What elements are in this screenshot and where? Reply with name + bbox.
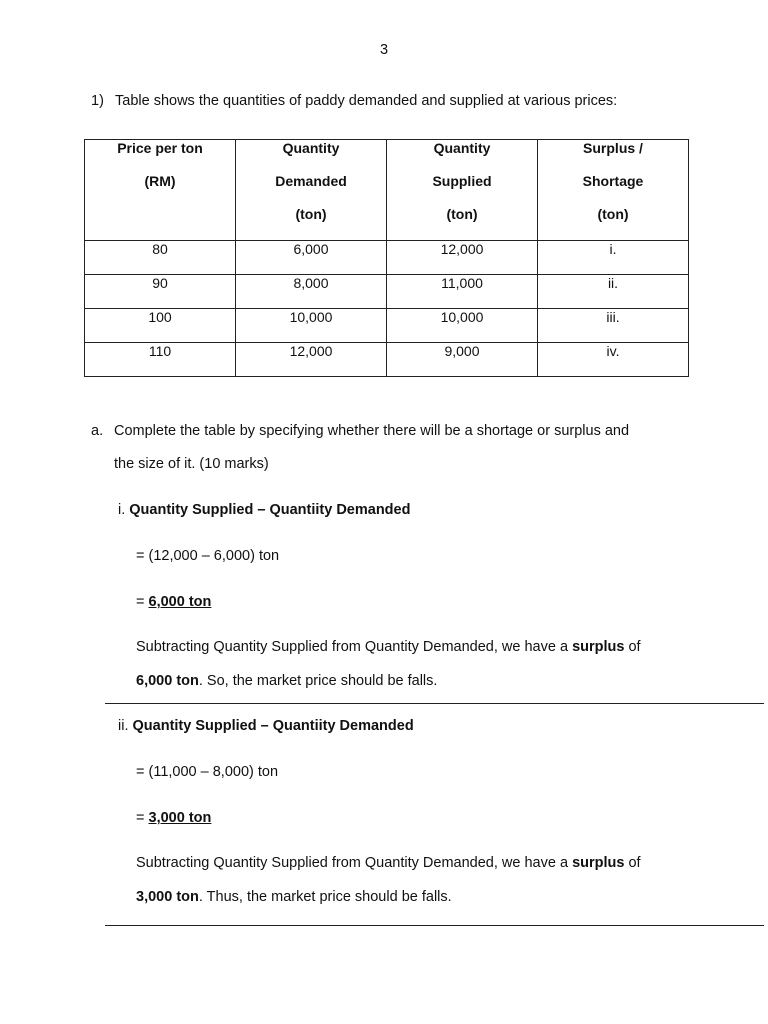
question-body: Table shows the quantities of paddy demanded and supplied at various prices: <box>115 93 618 109</box>
header-quantity-demanded: Quantity Demanded (ton) <box>236 140 387 241</box>
question-text <box>91 93 617 109</box>
table-cell: 12,000 <box>236 343 387 377</box>
answer-ii-calc: = (11,000 – 8,000) ton <box>136 764 279 780</box>
divider <box>105 703 764 704</box>
header-surplus-shortage: Surplus / Shortage (ton) <box>538 140 689 241</box>
table-cell: i. <box>538 241 689 275</box>
table-cell: 9,000 <box>387 343 538 377</box>
answer-ii-result: = 3,000 ton <box>136 810 212 826</box>
part-a-line1: a. Complete the table by specifying whether there will be a shortage or surplus and <box>91 423 630 439</box>
supply-demand-table <box>84 139 689 377</box>
table-cell: 8,000 <box>236 275 387 309</box>
answer-i-explanation-2: 6,000 ton. So, the market price should be falls. <box>136 673 438 689</box>
table-cell: 10,000 <box>236 309 387 343</box>
answer-i-result: = 6,000 ton <box>136 594 212 610</box>
table-row <box>85 309 689 343</box>
part-a-label: a. <box>91 423 104 439</box>
table-cell: 100 <box>85 309 236 343</box>
table-cell: 90 <box>85 275 236 309</box>
answer-ii-heading: ii. Quantity Supplied – Quantiity Demanded <box>118 718 414 734</box>
table-cell: 6,000 <box>236 241 387 275</box>
table-row <box>85 343 689 377</box>
answer-i-heading: i. Quantity Supplied – Quantiity Demanded <box>118 502 411 518</box>
table-cell: iv. <box>538 343 689 377</box>
header-quantity-supplied: Quantity Supplied (ton) <box>387 140 538 241</box>
divider <box>105 925 764 926</box>
table-cell: 11,000 <box>387 275 538 309</box>
table-cell: 10,000 <box>387 309 538 343</box>
answer-ii-explanation-2: 3,000 ton. Thus, the market price should be falls. <box>136 889 452 905</box>
answer-i-explanation: Subtracting Quantity Supplied from Quantity Demanded, we have a surplus of <box>136 639 641 655</box>
page-number: 3 <box>379 42 389 58</box>
table-cell: 110 <box>85 343 236 377</box>
table-header-row <box>85 140 689 241</box>
table-cell: 12,000 <box>387 241 538 275</box>
answer-i-calc: = (12,000 – 6,000) ton <box>136 548 280 564</box>
part-a-line2: the size of it. (10 marks) <box>114 456 269 472</box>
table-row <box>85 241 689 275</box>
question-number: 1) <box>91 93 104 109</box>
table-cell: ii. <box>538 275 689 309</box>
table-cell: 80 <box>85 241 236 275</box>
answer-ii-explanation: Subtracting Quantity Supplied from Quantity Demanded, we have a surplus of <box>136 855 641 871</box>
header-price: Price per ton (RM) <box>85 140 236 241</box>
table-cell: iii. <box>538 309 689 343</box>
table-row <box>85 275 689 309</box>
